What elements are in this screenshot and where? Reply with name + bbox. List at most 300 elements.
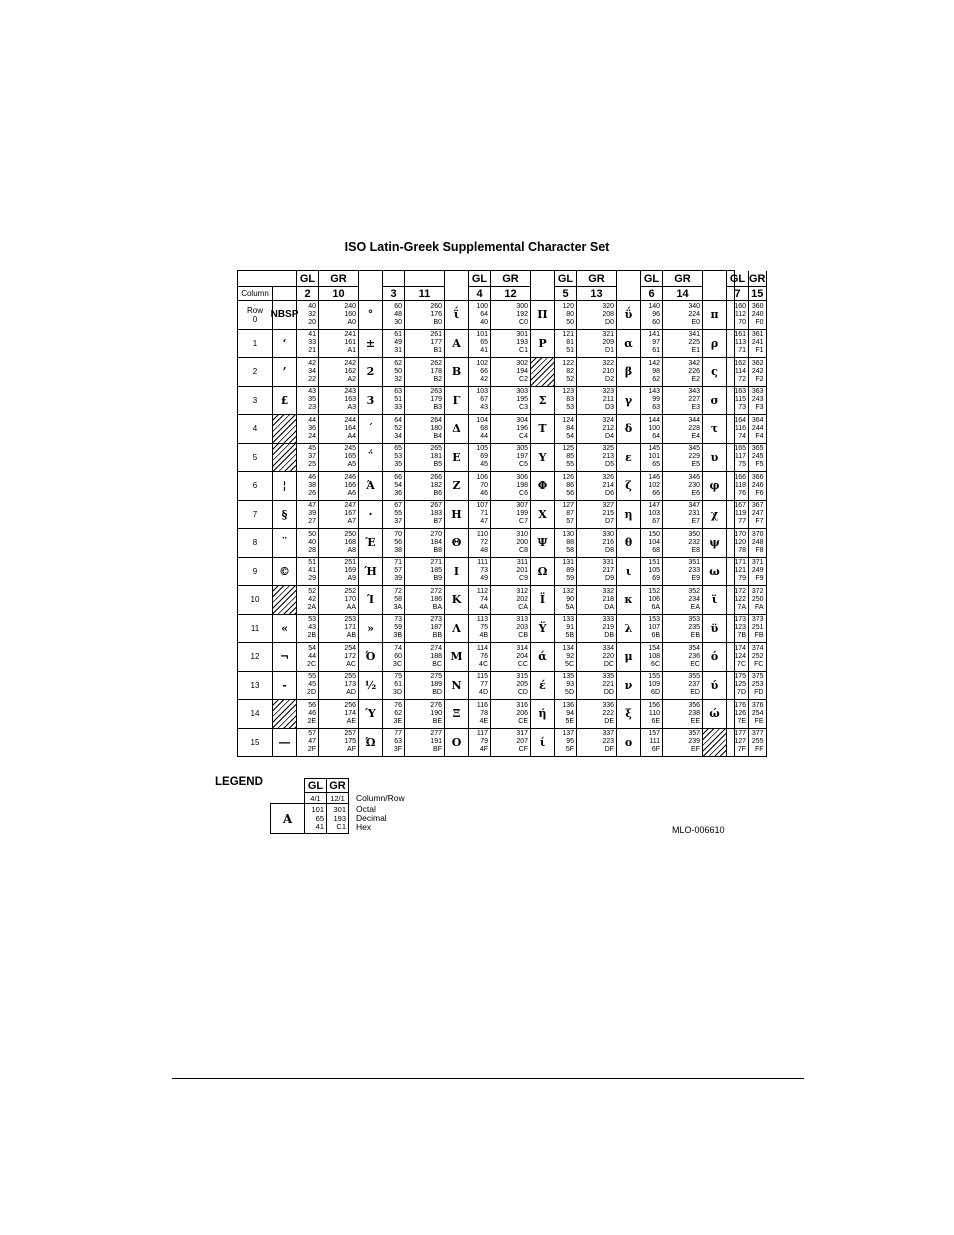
decimal-value: 79 (480, 738, 488, 746)
char-cell: ¦ (273, 472, 297, 501)
decimal-value: 90 (566, 595, 574, 603)
row-label-left (238, 501, 273, 530)
gl-codes (727, 558, 749, 587)
gl-codes (641, 672, 663, 701)
decimal-value: 238 (688, 709, 700, 717)
decimal-value: 97 (652, 339, 660, 347)
octal-value: 43 (308, 388, 316, 396)
gr-codes (491, 472, 531, 501)
decimal-value: 55 (394, 510, 402, 518)
gl-codes (383, 501, 405, 530)
octal-value: 132 (562, 587, 574, 595)
hex-value: 60 (652, 318, 660, 326)
octal-value: 46 (308, 473, 316, 481)
gl-codes (727, 358, 749, 387)
char-cell: Ι (445, 558, 469, 587)
header-col-left-5: 7 (727, 287, 749, 301)
hex-value: 4D (479, 689, 488, 697)
decimal-value: 188 (430, 652, 442, 660)
legend-hex-l: 41 (315, 822, 324, 831)
decimal-value: 71 (480, 510, 488, 518)
hex-value: D9 (605, 575, 614, 583)
octal-value: 74 (394, 644, 402, 652)
gl-codes (641, 358, 663, 387)
octal-value: 50 (308, 530, 316, 538)
char-cell: τ (703, 415, 727, 444)
decimal-value: 216 (602, 538, 614, 546)
octal-value: 324 (602, 416, 614, 424)
hex-value: D0 (605, 318, 614, 326)
octal-value: 374 (751, 644, 764, 652)
hex-value: A9 (347, 575, 356, 583)
hex-value: BE (432, 717, 442, 725)
header-gl-1 (383, 271, 405, 287)
decimal-value: 114 (734, 367, 746, 375)
gr-codes (577, 330, 617, 359)
char-cell: Ζ (445, 472, 469, 501)
decimal-value: 67 (480, 396, 488, 404)
octal-value: 365 (751, 445, 764, 453)
gl-codes (641, 615, 663, 644)
hex-value: 45 (480, 461, 488, 469)
header-char-space-0 (273, 271, 297, 301)
gl-codes (727, 330, 749, 359)
octal-value: 135 (562, 673, 574, 681)
char-cell: ώ (703, 700, 727, 729)
hex-value: 20 (308, 318, 316, 326)
decimal-value: 83 (566, 396, 574, 404)
hex-value: 33 (394, 404, 402, 412)
octal-value: 122 (562, 359, 574, 367)
char-cell: λ (617, 615, 641, 644)
hex-value: 39 (394, 575, 402, 583)
octal-value: 311 (516, 559, 528, 567)
hex-value: EA (690, 603, 700, 611)
hex-value: 57 (566, 518, 574, 526)
hex-value: 37 (394, 518, 402, 526)
hex-value: C5 (519, 461, 528, 469)
octal-value: 366 (751, 473, 764, 481)
char-cell: ψ (703, 529, 727, 558)
hex-value: C3 (519, 404, 528, 412)
decimal-value: 35 (308, 396, 316, 404)
row-number: 0 (252, 314, 258, 324)
octal-value: 73 (394, 616, 402, 624)
char-cell: Ώ (359, 729, 383, 758)
char-cell: ά (531, 643, 555, 672)
octal-value: 305 (516, 445, 528, 453)
decimal-value: 173 (344, 681, 356, 689)
decimal-value: 48 (394, 310, 402, 318)
hex-value: C7 (519, 518, 528, 526)
hex-value: B8 (433, 546, 442, 554)
row-label-left (238, 529, 273, 558)
gr-codes (749, 358, 767, 387)
octal-value: 141 (648, 331, 660, 339)
octal-value: 361 (751, 331, 764, 339)
hex-value: 26 (308, 489, 316, 497)
gl-codes (383, 586, 405, 615)
decimal-value: 249 (751, 567, 764, 575)
gl-codes (641, 529, 663, 558)
octal-value: 100 (476, 302, 488, 310)
decimal-value: 58 (394, 595, 402, 603)
octal-value: 252 (344, 587, 356, 595)
gl-codes (383, 729, 405, 758)
hex-value: 47 (480, 518, 488, 526)
char-cell: ξ (617, 700, 641, 729)
octal-value: 260 (430, 302, 442, 310)
octal-value: 337 (602, 730, 614, 738)
decimal-value: 197 (516, 453, 528, 461)
gl-codes (727, 444, 749, 473)
row-label-left (238, 330, 273, 359)
decimal-value: 59 (394, 624, 402, 632)
char-cell: Σ (531, 387, 555, 416)
octal-value: 373 (751, 616, 764, 624)
octal-value: 112 (476, 587, 488, 595)
hex-value: 49 (480, 575, 488, 583)
gr-codes (405, 358, 445, 387)
gr-codes (663, 558, 703, 587)
gr-codes (491, 444, 531, 473)
gr-codes (663, 387, 703, 416)
legend-char: A (270, 803, 305, 834)
octal-value: 137 (562, 730, 574, 738)
gl-codes (383, 643, 405, 672)
octal-value: 123 (562, 388, 574, 396)
row-label-left (238, 558, 273, 587)
decimal-value: 176 (430, 310, 442, 318)
hex-value: D5 (605, 461, 614, 469)
gr-codes (749, 586, 767, 615)
decimal-value: 52 (394, 424, 402, 432)
gr-codes (319, 558, 359, 587)
hex-value: F5 (755, 461, 764, 469)
gl-codes (383, 558, 405, 587)
decimal-value: 32 (308, 310, 316, 318)
gl-codes (727, 729, 749, 758)
gr-codes (749, 615, 767, 644)
hex-value: 71 (738, 347, 746, 355)
row-number: 13 (250, 680, 260, 690)
decimal-value: 245 (751, 453, 764, 461)
octal-value: 316 (516, 701, 528, 709)
hex-value: BD (432, 689, 442, 697)
gr-codes (319, 700, 359, 729)
decimal-value: 193 (516, 339, 528, 347)
octal-value: 344 (688, 416, 700, 424)
hex-value: F2 (755, 375, 764, 383)
octal-value: 166 (734, 473, 746, 481)
hex-value: 51 (566, 347, 574, 355)
octal-value: 117 (476, 730, 488, 738)
legend-gl: GL (304, 778, 327, 793)
hex-value: 7C (737, 660, 746, 668)
char-cell: ϊ (703, 586, 727, 615)
decimal-value: 51 (394, 396, 402, 404)
decimal-value: 40 (308, 538, 316, 546)
hex-value: 3F (393, 746, 402, 754)
gl-codes (383, 444, 405, 473)
char-cell (273, 444, 297, 473)
hex-value: D2 (605, 375, 614, 383)
decimal-value: 219 (602, 624, 614, 632)
octal-value: 105 (476, 445, 488, 453)
octal-value: 115 (476, 673, 488, 681)
gr-codes (319, 387, 359, 416)
octal-value: 144 (648, 416, 660, 424)
octal-value: 152 (648, 587, 660, 595)
hex-value: AF (347, 746, 356, 754)
hex-value: BC (432, 660, 442, 668)
hex-value: 25 (308, 461, 316, 469)
gr-codes (319, 729, 359, 758)
hex-value: 3C (393, 660, 402, 668)
octal-value: 165 (734, 445, 746, 453)
gl-codes (383, 330, 405, 359)
char-cell: έ (531, 672, 555, 701)
decimal-value: 225 (688, 339, 700, 347)
octal-value: 114 (476, 644, 488, 652)
legend-label-octal: Octal (356, 804, 376, 814)
octal-value: 267 (430, 502, 442, 510)
gr-codes (319, 472, 359, 501)
octal-value: 133 (562, 616, 574, 624)
char-cell: Ό (359, 643, 383, 672)
octal-value: 257 (344, 730, 356, 738)
decimal-value: 171 (344, 624, 356, 632)
octal-value: 163 (734, 388, 746, 396)
octal-value: 142 (648, 359, 660, 367)
octal-value: 45 (308, 445, 316, 453)
gl-codes (555, 501, 577, 530)
char-cell: ν (617, 672, 641, 701)
decimal-value: 111 (649, 738, 660, 746)
octal-value: 136 (562, 701, 574, 709)
gr-codes (749, 529, 767, 558)
decimal-value: 172 (344, 652, 356, 660)
header-gr-4: GR (663, 271, 703, 287)
hex-value: 7E (737, 717, 746, 725)
hex-value: 52 (566, 375, 574, 383)
row-number: 3 (252, 395, 258, 405)
hex-value: 2B (307, 632, 316, 640)
octal-value: 56 (308, 701, 316, 709)
char-cell: σ (703, 387, 727, 416)
decimal-value: 45 (308, 681, 316, 689)
gl-codes (297, 643, 319, 672)
octal-value: 172 (734, 587, 746, 595)
hex-value: 32 (394, 375, 402, 383)
char-cell: ό (703, 643, 727, 672)
gr-codes (491, 529, 531, 558)
decimal-value: 190 (430, 709, 442, 717)
hex-value: DC (603, 660, 614, 668)
gr-codes (749, 444, 767, 473)
gr-codes (405, 301, 445, 330)
octal-value: 332 (602, 587, 614, 595)
octal-value: 66 (394, 473, 402, 481)
char-cell: Κ (445, 586, 469, 615)
octal-value: 351 (688, 559, 700, 567)
char-cell: ½ (359, 672, 383, 701)
row-number: 10 (250, 595, 260, 605)
gr-codes (663, 529, 703, 558)
decimal-value: 50 (394, 367, 402, 375)
octal-value: 352 (688, 587, 700, 595)
octal-value: 147 (648, 502, 660, 510)
row-number: 9 (252, 566, 258, 576)
octal-value: 320 (602, 302, 614, 310)
octal-value: 75 (394, 673, 402, 681)
octal-value: 130 (562, 530, 574, 538)
hex-value: A7 (347, 518, 356, 526)
gr-codes (491, 330, 531, 359)
hex-value: C0 (519, 318, 528, 326)
chart-title: ISO Latin-Greek Supplemental Character Set (344, 240, 610, 254)
decimal-value: 73 (480, 567, 488, 575)
row-word: Row (246, 305, 263, 315)
char-cell: μ (617, 643, 641, 672)
char-cell: Ξ (445, 700, 469, 729)
octal-value: 162 (734, 359, 746, 367)
octal-value: 330 (602, 530, 614, 538)
hex-value: CD (517, 689, 528, 697)
octal-value: 55 (308, 673, 316, 681)
octal-value: 173 (734, 616, 746, 624)
decimal-value: 62 (394, 709, 402, 717)
decimal-value: 107 (648, 624, 660, 632)
gl-codes (297, 501, 319, 530)
octal-value: 106 (476, 473, 488, 481)
octal-value: 356 (688, 701, 700, 709)
octal-value: 246 (344, 473, 356, 481)
gr-codes (491, 729, 531, 758)
octal-value: 270 (430, 530, 442, 538)
column-word: Column (238, 287, 273, 301)
gr-codes (405, 700, 445, 729)
octal-value: 272 (430, 587, 442, 595)
octal-value: 341 (688, 331, 700, 339)
gl-codes (555, 358, 577, 387)
char-cell: · (359, 501, 383, 530)
gl-codes (383, 415, 405, 444)
char-cell: Ή (359, 558, 383, 587)
gl-codes (297, 358, 319, 387)
decimal-value: 78 (480, 709, 488, 717)
char-cell (273, 700, 297, 729)
gl-codes (641, 700, 663, 729)
decimal-value: 199 (516, 510, 528, 518)
hex-value: 30 (394, 318, 402, 326)
hex-value: CC (517, 660, 528, 668)
hex-value: 4C (479, 660, 488, 668)
hex-value: 77 (738, 518, 746, 526)
octal-value: 41 (308, 331, 316, 339)
decimal-value: 89 (566, 567, 574, 575)
hex-value: 2D (307, 689, 316, 697)
hex-value: DD (603, 689, 614, 697)
hex-value: A1 (347, 347, 356, 355)
hex-value: 40 (480, 318, 488, 326)
hex-value: 5C (565, 660, 574, 668)
octal-value: 103 (476, 388, 488, 396)
gl-codes (641, 444, 663, 473)
gl-codes (383, 615, 405, 644)
hex-value: F4 (755, 432, 764, 440)
octal-value: 61 (394, 331, 402, 339)
decimal-value: 64 (480, 310, 488, 318)
octal-value: 301 (516, 331, 528, 339)
row-number: 6 (252, 481, 258, 491)
hex-value: E5 (691, 461, 700, 469)
octal-value: 304 (516, 416, 528, 424)
gl-codes (555, 529, 577, 558)
decimal-value: 109 (648, 681, 660, 689)
decimal-value: 210 (602, 367, 614, 375)
char-cell: Έ (359, 529, 383, 558)
hex-value: EB (690, 632, 700, 640)
octal-value: 266 (430, 473, 442, 481)
hex-value: 3A (393, 603, 402, 611)
hex-value: D7 (605, 518, 614, 526)
gl-codes (555, 444, 577, 473)
hex-value: 53 (566, 404, 574, 412)
decimal-value: 100 (648, 424, 660, 432)
decimal-value: 39 (308, 510, 316, 518)
decimal-value: 168 (344, 538, 356, 546)
gl-codes (727, 415, 749, 444)
decimal-value: 46 (308, 709, 316, 717)
hex-value: 7D (737, 689, 746, 697)
hex-value: EF (691, 746, 700, 754)
hex-value: 56 (566, 489, 574, 497)
gr-codes (577, 415, 617, 444)
header-gl-3: GL (555, 271, 577, 287)
header-gl-4: GL (641, 271, 663, 287)
hex-value: 29 (308, 575, 316, 583)
hex-value: 74 (738, 432, 746, 440)
hex-value: B7 (433, 518, 442, 526)
row-number: 7 (252, 509, 258, 519)
gl-codes (555, 387, 577, 416)
header-gl-0: GL (297, 271, 319, 287)
octal-value: 107 (476, 502, 488, 510)
hex-value: A8 (347, 546, 356, 554)
decimal-value: 49 (394, 339, 402, 347)
decimal-value: 65 (480, 339, 488, 347)
gl-codes (555, 643, 577, 672)
octal-value: 67 (394, 502, 402, 510)
hex-value: 7B (737, 632, 746, 640)
octal-value: 244 (344, 416, 356, 424)
hex-value: E3 (691, 404, 700, 412)
octal-value: 121 (562, 331, 574, 339)
decimal-value: 246 (751, 481, 764, 489)
hex-value: 68 (652, 546, 660, 554)
decimal-value: 57 (394, 567, 402, 575)
decimal-value: 241 (751, 339, 764, 347)
octal-value: 364 (751, 416, 764, 424)
gr-codes (319, 415, 359, 444)
gl-codes (469, 615, 491, 644)
gr-codes (319, 330, 359, 359)
octal-value: 174 (734, 644, 746, 652)
octal-value: 153 (648, 616, 660, 624)
char-cell: § (273, 501, 297, 530)
gr-codes (491, 672, 531, 701)
